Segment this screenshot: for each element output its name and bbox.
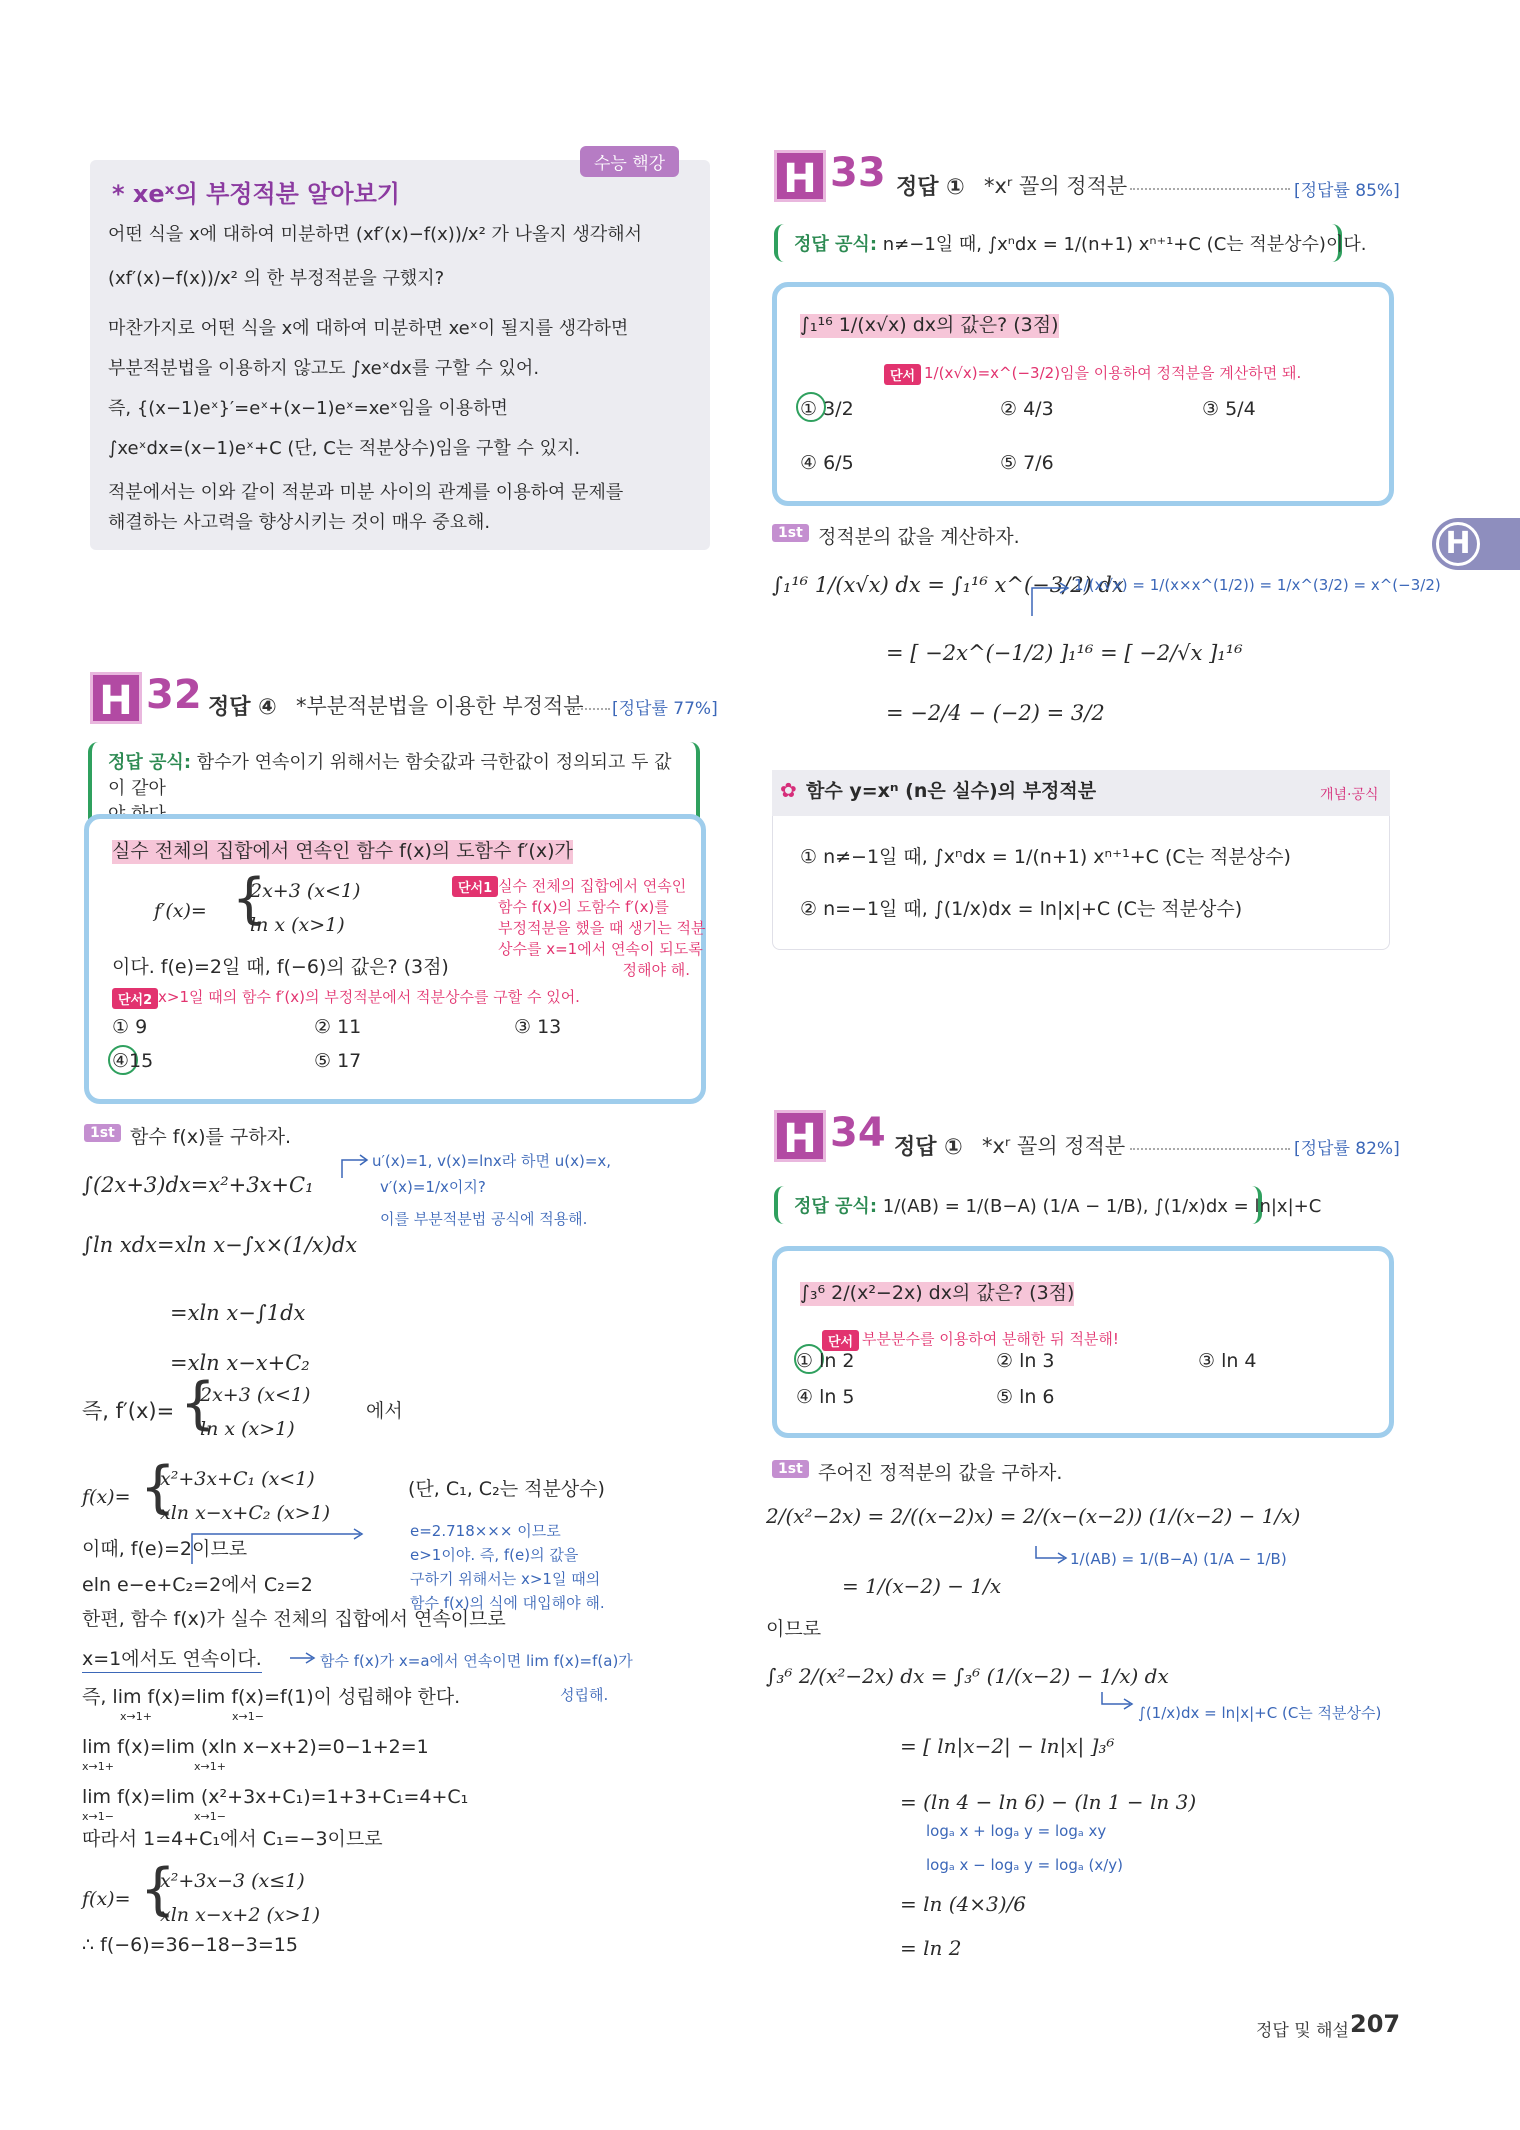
problem-33-step-title: 정적분의 값을 계산하자. [818,526,1020,548]
sol34-note-2: ∫(1/x)dx = ln|x|+C (C는 적분상수) [1138,1704,1382,1722]
problem-32-hint1 [498,876,705,981]
formula-text: n≠−1일 때, ∫xⁿdx = 1/(n+1) xⁿ⁺¹+C (C는 적분상수)이다. [882,234,1367,255]
problem-33-choice-1[interactable]: ① 3/2 [800,398,854,420]
formula-text-1: 함수가 연속이기 위해서는 함숫값과 극한값이 정의되고 두 값이 같아 [108,752,672,799]
hint1-line: 함수 f(x)의 도함수 f′(x)를 [498,898,669,916]
sol34-line-5: = [ ln|x−2| − ln|x| ]₃⁶ [900,1734,1115,1758]
tip-line-7: 적분에서는 이와 같이 적분과 미분 사이의 관계를 이용하여 문제를 [108,482,624,503]
sol34-line-2: = 1/(x−2) − 1/x [842,1574,1002,1598]
problem-34-choice-4[interactable]: ④ ln 5 [796,1386,855,1408]
sol32-note-9: 성립해. [560,1686,609,1704]
sol32-line-1: ∫(2x+3)dx=x²+3x+C₁ [82,1173,314,1197]
sol32-note-1: u′(x)=1, v(x)=lnx라 하면 u(x)=x, [372,1152,612,1170]
tip-line-8: 해결하는 사고력을 향상시키는 것이 매우 중요해. [108,512,491,533]
sol33-note: 1/(x√x) = 1/(x×x^(1/2)) = 1/x^(3/2) = x^(−3/2) [1074,576,1441,594]
problem-32-number: 32 [146,672,202,718]
concept-title: 함수 y=xⁿ (n은 실수)의 부정적분 [806,780,1097,802]
problem-34-formula [774,1186,1322,1224]
sol34-note-3: logₐ x + logₐ y = logₐ xy [926,1822,1107,1840]
sol32-line-4: =xln x−x+C₂ [170,1351,310,1375]
sol32-line-2: ∫ln xdx=xln x−∫x×(1/x)dx [82,1233,358,1257]
problem-34-hint: 부분분수를 이용하여 분해한 뒤 적분해! [862,1330,1119,1348]
sol32-final: ∴ f(−6)=36−18−3=15 [82,1934,298,1956]
problem-34-choice-3[interactable]: ③ ln 4 [1198,1350,1257,1372]
problem-32-case2: ln x (x>1) [250,914,345,936]
hint1-line: 상수를 x=1에서 연속이 되도록 [498,940,703,958]
note-arrow-2 [190,1528,370,1568]
problem-32-choice-4[interactable]: ④15 [112,1050,154,1072]
sol32-line-3: =xln x−∫1dx [170,1301,306,1325]
sol32-fx-label-2: f(x)= [82,1888,131,1910]
tip-line-3: 마찬가지로 어떤 식을 x에 대하여 미분하면 xeˣ이 될지를 생각하면 [108,318,629,339]
problem-33-hint-tag: 단서 [884,364,921,385]
problem-32-rate: [정답률 77%] [612,699,718,719]
sol32-case-f: xln x−x+2 (x>1) [160,1904,321,1926]
sol32-brace-1: { [180,1371,216,1436]
chapter-tab-label: H [1436,522,1480,566]
concept-line-2: ② n=−1일 때, ∫(1/x)dx = ln|x|+C (C는 적분상수) [800,898,1243,920]
problem-32-step-title: 함수 f(x)를 구하자. [130,1126,292,1148]
concept-tag: 개념·공식 [1320,787,1379,803]
problem-34-step-title: 주어진 정적분의 값을 구하자. [818,1462,1063,1484]
problem-34-hint-tag: 단서 [822,1330,859,1351]
problem-32-choice-5[interactable]: ⑤ 17 [314,1050,362,1072]
problem-34-choice-2[interactable]: ② ln 3 [996,1350,1055,1372]
sol32-line-13: eln e−e+C₂=2에서 C₂=2 [82,1574,313,1596]
sol33-line-3: = −2/4 − (−2) = 3/2 [886,701,1105,725]
problem-33-number: 33 [830,150,886,196]
problem-33-question: ∫₁¹⁶ 1/(x√x) dx의 값은? (3점) [800,314,1059,336]
sol33-line-2: = [ −2x^(−1/2) ]₁¹⁶ = [ −2/√x ]₁¹⁶ [886,641,1243,665]
sol32-case-b: ln x (x>1) [200,1418,295,1440]
sol34-line-8: = ln 2 [900,1936,962,1960]
sol32-case-a: 2x+3 (x<1) [200,1384,311,1406]
formula-label: 정답 공식: [794,1196,878,1217]
sol32-line-14: 한편, 함수 f(x)가 실수 전체의 집합에서 연속이므로 [82,1608,506,1630]
problem-33-choice-2[interactable]: ② 4/3 [1000,398,1054,420]
formula-text: 1/(AB) = 1/(B−A) (1/A − 1/B), ∫(1/x)dx = ln|x|+C [882,1196,1322,1217]
sol32-line-17: lim f(x)=lim (xln x−x+2)=0−1+2=1 [82,1736,429,1758]
problem-32-case1: 2x+3 (x<1) [250,880,361,902]
problem-33-choice-3[interactable]: ③ 5/4 [1202,398,1256,420]
problem-34-choice-1[interactable]: ① ln 2 [796,1350,855,1372]
sol32-brace-3: { [140,1857,176,1922]
sol32-brace-2: { [140,1455,176,1520]
problem-32-h-label: H [90,672,142,724]
sol32-fx-label: f(x)= [82,1486,131,1508]
problem-34-leader [1130,1148,1290,1150]
tip-badge: 수능 핵강 [580,146,679,177]
problem-34-topic: *xʳ 꼴의 정적분 [982,1134,1126,1158]
note-arrow-33 [1030,580,1072,620]
sol34-line-1: 2/(x²−2x) = 2/((x−2)x) = 2/(x−(x−2)) (1/(x−2) − 1/x) [766,1504,1301,1528]
problem-33-step-tag: 1st [772,524,809,542]
sol32-line-18: lim f(x)=lim (x²+3x+C₁)=1+3+C₁=4+C₁ [82,1786,469,1808]
problem-34-choice-5[interactable]: ⑤ ln 6 [996,1386,1055,1408]
problem-32-choice-2[interactable]: ② 11 [314,1016,362,1038]
problem-33-choice-5[interactable]: ⑤ 7/6 [1000,452,1054,474]
problem-33-hint: 1/(x√x)=x^(−3/2)임을 이용하여 정적분을 계산하면 돼. [924,364,1302,382]
sol34-note-4: logₐ x − logₐ y = logₐ (x/y) [926,1856,1123,1874]
problem-34-rate: [정답률 82%] [1294,1139,1400,1159]
sol32-case-e: x²+3x−3 (x≤1) [160,1870,305,1892]
problem-34-question: ∫₃⁶ 2/(x²−2x) dx의 값은? (3점) [800,1282,1075,1304]
sol32-lim-sub-4: x→1+ [194,1760,226,1773]
hint1-line: 실수 전체의 집합에서 연속인 [498,877,687,895]
problem-32-fprime: f′(x)= [154,900,207,922]
problem-33-h-label: H [774,150,826,202]
sol33-line-1: ∫₁¹⁶ 1/(x√x) dx = ∫₁¹⁶ x^(−3/2) dx [772,573,1124,597]
sol32-note-4: e=2.718××× 이므로 [410,1522,561,1540]
page-number: 207 [1350,2010,1401,2038]
sol32-note-2: v′(x)=1/x이지? [380,1178,486,1196]
hint1-line: 부정적분을 했을 때 생기는 적분 [498,919,706,937]
formula-label: 정답 공식: [794,234,878,255]
sol32-line-12: 이때, f(e)=2이므로 [82,1538,248,1560]
sol32-lim-sub-3: x→1+ [82,1760,114,1773]
sol32-note-7: 함수 f(x)의 식에 대입해야 해. [410,1594,605,1612]
problem-34-answer: 정답 ① [894,1135,963,1160]
sol34-line-7: = ln (4×3)/6 [900,1892,1027,1916]
note-arrow-1 [340,1150,370,1180]
note-arrow-3 [288,1650,318,1670]
problem-32-step-tag: 1st [84,1124,121,1142]
sol34-note-1: 1/(AB) = 1/(B−A) (1/A − 1/B) [1070,1550,1287,1568]
tip-line-6: ∫xeˣdx=(x−1)eˣ+C (단, C는 적분상수)임을 구할 수 있지. [108,438,581,459]
sol32-eseo: 에서 [366,1400,403,1422]
sol32-lim-sub-6: x→1− [194,1810,226,1823]
concept-line-1: ① n≠−1일 때, ∫xⁿdx = 1/(n+1) xⁿ⁺¹+C (C는 적분상수) [800,846,1291,868]
problem-32-hint2: x>1일 때의 함수 f′(x)의 부정적분에서 적분상수를 구할 수 있어. [158,988,580,1006]
hint1-line: 정해야 해. [622,961,690,979]
sol32-note-3: 이를 부분적분법 공식에 적용해. [380,1210,588,1228]
tip-title: * xeˣ의 부정적분 알아보기 [112,180,400,208]
concept-flower-icon: ✿ [780,778,797,802]
sol32-lim-sub-1: x→1+ [120,1710,152,1723]
problem-33-topic: *xʳ 꼴의 정적분 [984,174,1128,198]
problem-33-formula [774,224,1367,262]
note-arrow-34-1 [1034,1544,1070,1568]
problem-32-hint2-tag: 단서2 [112,988,158,1009]
problem-32-answer: 정답 ④ [208,695,277,720]
problem-32-brace: { [232,867,267,930]
problem-33-rate: [정답률 85%] [1294,181,1400,201]
note-arrow-34-2 [1100,1690,1136,1720]
sol32-line-16: 즉, lim f(x)=lim f(x)=f(1)이 성립해야 한다. [82,1686,461,1708]
problem-32-choice-1[interactable]: ① 9 [112,1016,148,1038]
sol34-line-6: = (ln 4 − ln 6) − (ln 1 − ln 3) [900,1790,1197,1814]
sol32-note-8: 함수 f(x)가 x=a에서 연속이면 lim f(x)=f(a)가 [320,1652,633,1670]
sol34-line-3: 이므로 [766,1618,822,1640]
problem-33-leader [1130,188,1290,190]
problem-34-step-tag: 1st [772,1460,809,1478]
problem-33-answer: 정답 ① [896,175,965,200]
sol32-line-15: x=1에서도 연속이다. [82,1648,262,1673]
sol32-lim-sub-2: x→1− [232,1710,264,1723]
sol32-lim-sub-5: x→1− [82,1810,114,1823]
problem-32-question-line3: 이다. f(e)=2일 때, f(−6)의 값은? (3점) [112,956,449,978]
tip-line-5: 즉, {(x−1)eˣ}′=eˣ+(x−1)eˣ=xeˣ임을 이용하면 [108,398,508,419]
sol32-note-6: 구하기 위해서는 x>1일 때의 [410,1570,601,1588]
problem-32-topic: *부분적분법을 이용한 부정적분 [296,694,584,718]
problem-32-choice-3[interactable]: ③ 13 [514,1016,562,1038]
tip-line-2: (xf′(x)−f(x))/x² 의 한 부정적분을 구했지? [108,268,445,289]
sol32-case-c: x²+3x+C₁ (x<1) [160,1468,315,1490]
formula-label: 정답 공식: [108,752,192,773]
problem-32-question-line1: 실수 전체의 집합에서 연속인 함수 f(x)의 도함수 f′(x)가 [112,840,573,862]
sol32-constants: (단, C₁, C₂는 적분상수) [408,1478,605,1500]
problem-34-number: 34 [830,1110,886,1156]
tip-line-1: 어떤 식을 x에 대하여 미분하면 (xf′(x)−f(x))/x² 가 나올지 생각해서 [108,224,643,245]
problem-33-choice-4[interactable]: ④ 6/5 [800,452,854,474]
problem-34-h-label: H [774,1110,826,1162]
sol32-note-5: e>1이야. 즉, f(e)의 값을 [410,1546,579,1564]
tip-line-4: 부분적분법을 이용하지 않고도 ∫xeˣdx를 구할 수 있어. [108,358,540,379]
sol32-line-19: 따라서 1=4+C₁에서 C₁=−3이므로 [82,1828,383,1850]
sol32-case-d: xln x−x+C₂ (x>1) [160,1502,331,1524]
footer-label: 정답 및 해설 [1256,2021,1349,2041]
sol32-fprime-label: 즉, f′(x)= [82,1399,175,1423]
sol34-line-4: ∫₃⁶ 2/(x²−2x) dx = ∫₃⁶ (1/(x−2) − 1/x) dx [766,1664,1169,1688]
problem-32-hint1-tag: 단서1 [452,876,498,897]
problem-32-leader [570,708,610,710]
